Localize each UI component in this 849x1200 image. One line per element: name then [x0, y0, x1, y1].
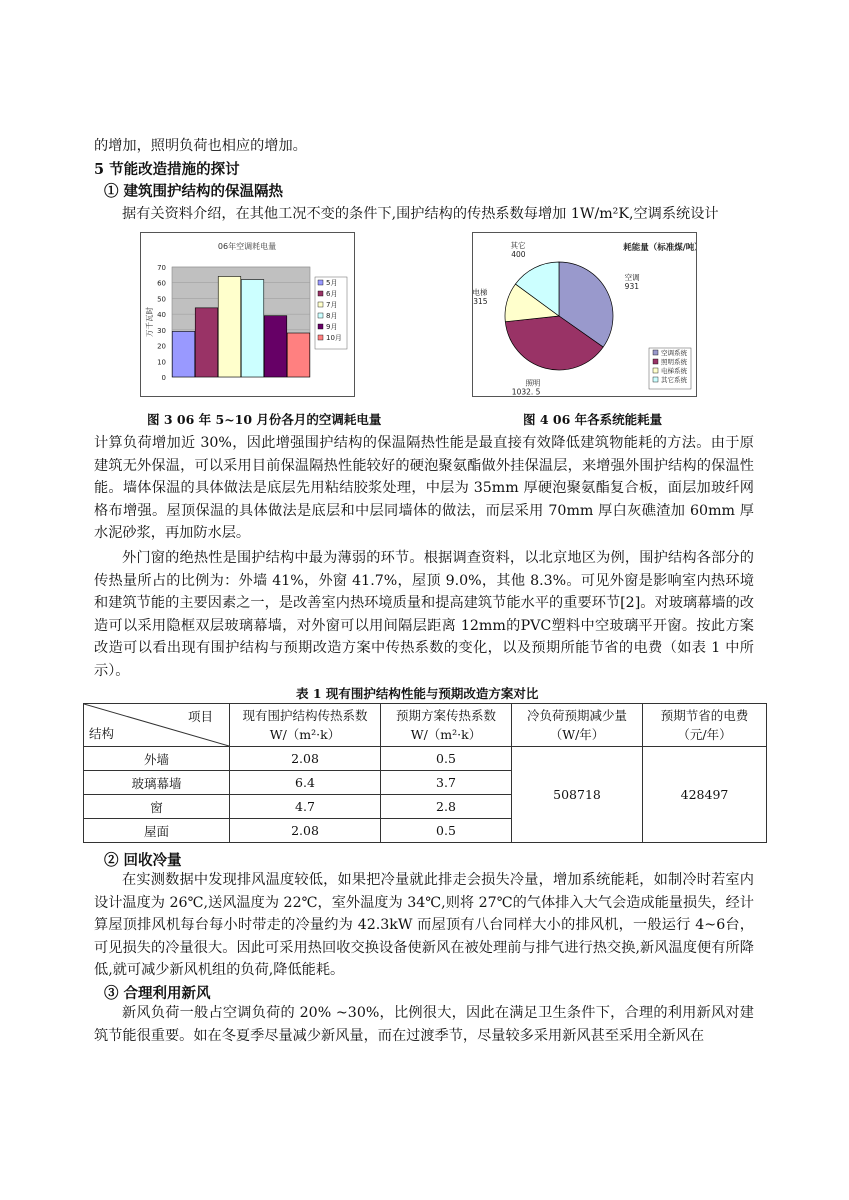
y-axis-label: 万千瓦时: [145, 307, 154, 337]
chart-title: 耗能量（标准煤/吨）: [623, 243, 696, 253]
slice-value-label: 400: [511, 249, 526, 259]
figure-4-caption: 图 4 06 年各系统能耗量: [523, 412, 663, 427]
legend-label: 5月: [326, 279, 338, 287]
row-current: 4.7: [230, 795, 381, 819]
slice-value-label: 1032. 5: [511, 387, 541, 396]
table-corner-cell: [84, 704, 230, 747]
y-tick-label: 70: [157, 264, 166, 272]
bar-6月: [195, 308, 218, 377]
legend-label: 7月: [326, 301, 338, 309]
legend-label: 照明系统: [661, 358, 687, 366]
slice-value-label: 931: [624, 281, 640, 291]
legend-swatch: [318, 280, 323, 285]
legend-label: 6月: [326, 290, 338, 298]
paragraph-1-line: 据有关资料介绍，在其他工况不变的条件下,围护结构的传热系数每增加 1W/m²K,空调系统设计: [122, 206, 719, 222]
chart-title: 06年空调耗电量: [217, 242, 277, 251]
legend-label: 空调系统: [661, 349, 687, 357]
legend-swatch: [653, 368, 658, 373]
figure-3-bar-chart: [140, 232, 355, 397]
y-tick-label: 10: [157, 358, 166, 367]
bar-9月: [264, 316, 287, 377]
bar-8月: [241, 280, 264, 377]
slice-label: 其它: [510, 240, 526, 250]
header-planned-coef: 预期方案传热系数 W/（m²·k）: [381, 704, 512, 747]
row-name: 玻璃幕墙: [84, 771, 230, 795]
row-planned: 0.5: [381, 747, 512, 771]
savings-value: 428497: [643, 747, 767, 843]
legend-swatch: [653, 350, 658, 355]
legend-swatch: [318, 324, 323, 329]
legend-swatch: [653, 377, 658, 382]
legend-label: 8月: [326, 312, 338, 320]
paragraph-4: 在实测数据中发现排风温度较低，如果把冷量就此排走会损失冷量，增加系统能耗，如制冷时若室内设计温度为 26℃,送风温度为 22℃，室外温度为 34℃,则将 27℃的气体排入大气会造成能量损失，经计算屋顶排风机每台每小时带走的冷量约为 42.3kW 而屋顶有八台同样大小的排风机，一般运行 4~6台，可见损失的冷量很大。因此可采用热回收交换设备使新风在被处理前与排气进行热交换,新风温度便有所降低,就可减少新风机组的负荷,降低能耗。: [94, 872, 754, 979]
paragraph-2: 计算负荷增加近 30%，因此增强围护结构的保温隔热性能是最直接有效降低建筑物能耗的方法。由于原建筑无外保温，可以采用目前保温隔热性能较好的硬泡聚氨酯做外挂保温层，来增强外围护结构的保温性能。墙体保温的具体做法是底层先用粘结胶浆处理，中层为 35mm 厚硬泡聚氨酯复合板，面层加玻纤网格布增强。屋顶保温的具体做法是底层和中层同墙体的做法，而层采用 70mm 厚白灰礁渣加 60mm 厚水泥砂浆，再加防水层。: [94, 435, 754, 542]
row-planned: 0.5: [381, 819, 512, 843]
row-name: 屋面: [84, 819, 230, 843]
header-savings: 预期节省的电费 （元/年）: [643, 704, 767, 747]
row-current: 2.08: [230, 819, 381, 843]
row-current: 6.4: [230, 771, 381, 795]
legend-label: 电梯系统: [661, 367, 687, 375]
y-tick-label: 60: [157, 279, 166, 288]
subsection-heading-2: ② 回收冷量: [104, 852, 182, 869]
y-tick-label: 30: [157, 326, 166, 335]
corner-label-top: 项目: [187, 709, 213, 724]
pie-chart-svg: [473, 233, 696, 396]
subsection-heading-1: ① 建筑围护结构的保温隔热: [104, 183, 284, 200]
legend-swatch: [318, 313, 323, 318]
slice-label: 空调: [624, 272, 640, 282]
legend-swatch: [318, 291, 323, 296]
table-1-caption: 表 1 现有围护结构性能与预期改造方案对比: [296, 686, 539, 701]
row-planned: 3.7: [381, 771, 512, 795]
legend-swatch: [318, 302, 323, 307]
table-1: [83, 703, 767, 843]
legend-label: 其它系统: [661, 376, 687, 384]
table-row: [84, 747, 767, 771]
bar-10月: [287, 333, 310, 377]
subsection-heading-3: ③ 合理利用新风: [104, 985, 211, 1002]
legend-label: 9月: [326, 323, 338, 331]
bar-5月: [172, 331, 195, 377]
slice-label: 照明: [525, 378, 541, 388]
cooling-reduction-value: 508718: [512, 747, 643, 843]
bar-7月: [218, 276, 241, 377]
bar-chart-svg: [141, 233, 354, 396]
figure-4-pie-chart: [472, 232, 697, 397]
legend-swatch: [653, 359, 658, 364]
y-tick-label: 0: [161, 374, 166, 382]
row-name: 窗: [84, 795, 230, 819]
row-planned: 2.8: [381, 795, 512, 819]
figure-3-caption: 图 3 06 年 5~10 月份各月的空调耗电量: [147, 412, 382, 427]
legend-label: 10月: [326, 334, 342, 342]
legend-swatch: [318, 335, 323, 340]
y-tick-label: 20: [157, 342, 166, 351]
slice-value-label: 315: [473, 296, 488, 306]
y-tick-label: 40: [157, 311, 166, 320]
paragraph-5: 新风负荷一般占空调负荷的 20% ~30%，比例很大，因此在满足卫生条件下，合理的利用新风对建筑节能很重要。如在冬夏季尽量减少新风量，而在过渡季节，尽量较多采用新风甚至采用全新风在: [94, 1005, 754, 1044]
y-tick-label: 50: [157, 295, 166, 304]
intro-line: 的增加，照明负荷也相应的增加。: [94, 138, 307, 154]
row-current: 2.08: [230, 747, 381, 771]
row-name: 外墙: [84, 747, 230, 771]
header-current-coef: 现有围护结构传热系数 W/（m²·k）: [230, 704, 381, 747]
section-heading-5: 5 节能改造措施的探讨: [94, 161, 240, 178]
paragraph-3: 外门窗的绝热性是围护结构中最为薄弱的环节。根据调查资料，以北京地区为例，围护结构各部分的传热量所占的比例为：外墙 41%，外窗 41.7%，屋顶 9.0%，其他 8.3%。可见外窗是影响室内热环境和建筑节能的主要因素之一，是改善室内热环境质量和提高建筑节能水平的重要环节[2]。对玻璃幕墙的改造可以采用隐框双层玻璃幕墙，对外窗可以用间隔层距离 12mm的PVC塑料中空玻璃平开窗。按此方案改造可以看出现有围护结构与预期改造方案中传热系数的变化，以及预期所能节省的电费（如表 1 中所示）。: [94, 550, 754, 679]
corner-label-bottom: 结构: [89, 726, 115, 741]
slice-label: 电梯: [473, 287, 488, 297]
header-cooling-reduction: 冷负荷预期减少量 （W/年）: [512, 704, 643, 747]
